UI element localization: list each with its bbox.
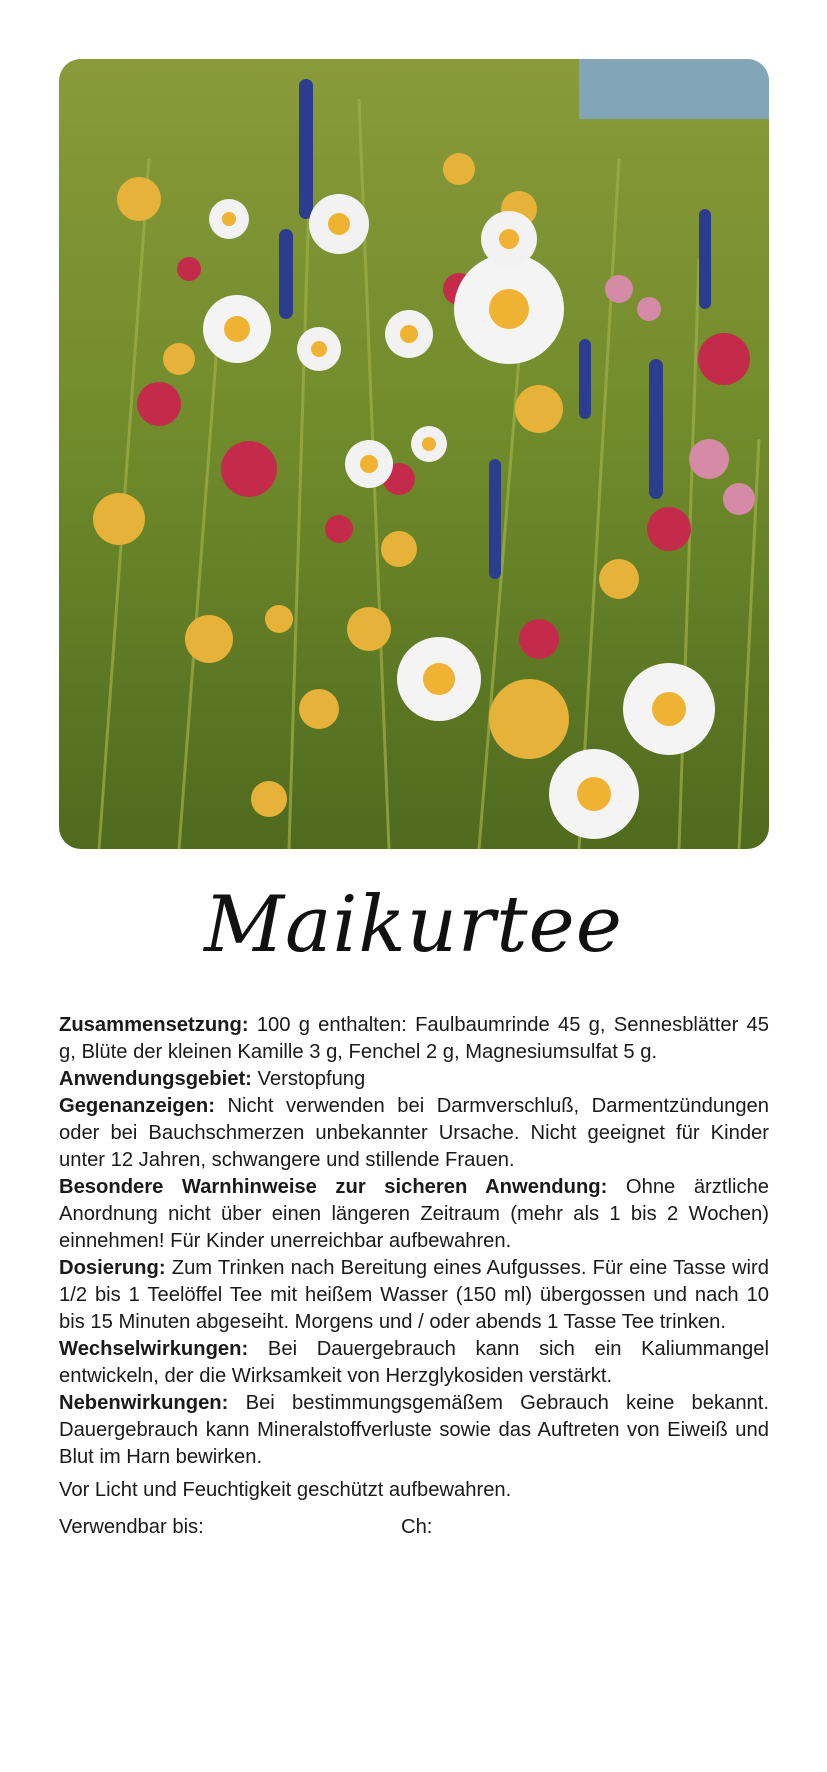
section-composition <box>59 1012 769 1066</box>
expiry-label: Verwendbar bis: <box>59 1516 204 1538</box>
section-label: Zusammensetzung: <box>59 1014 249 1036</box>
section-text: 100 g enthalten: Faulbaumrinde 45 g, Sennesblätter 45 g, Blüte der kleinen Kamille 3 g, Fenchel 2 g, Magnesiumsulfat 5 g. <box>59 1014 769 1063</box>
section-label: Nebenwirkungen: <box>59 1392 229 1414</box>
footer <box>59 1514 769 1541</box>
meadow-photo <box>59 59 769 849</box>
section-text: Ohne ärztliche Anordnung nicht über einen längeren Zeitraum (mehr als 1 bis 2 Wochen) einnehmen! Für Kinder unerreichbar aufbewahren. <box>59 1176 769 1252</box>
info-text <box>59 1012 769 1504</box>
section-label: Gegenanzeigen: <box>59 1095 215 1117</box>
section-interactions <box>59 1336 769 1390</box>
section-contraindications <box>59 1093 769 1174</box>
storage-note: Vor Licht und Feuchtigkeit geschützt aufbewahren. <box>59 1479 512 1501</box>
page-title: Maikurtee <box>204 880 623 970</box>
section-side-effects <box>59 1390 769 1471</box>
section-text: Nicht verwenden bei Darmverschluß, Darmentzündungen oder bei Bauchschmerzen unbekannter Ursache. Nicht geeignet für Kinder unter 12 Jahren, schwangere und stillende Frauen. <box>59 1095 770 1171</box>
section-label: Wechselwirkungen: <box>59 1338 249 1360</box>
batch-label: Ch: <box>401 1516 433 1538</box>
section-text: Verstopfung <box>257 1068 366 1090</box>
section-label: Besondere Warnhinweise zur sicheren Anwendung: <box>59 1176 608 1198</box>
section-text: Bei Dauergebrauch kann sich ein Kaliummangel entwickeln, der die Wirksamkeit von Herzglykosiden verstärkt. <box>59 1338 769 1387</box>
section-text: Zum Trinken nach Bereitung eines Aufgusses. Für eine Tasse wird 1/2 bis 1 Teelöffel Tee mit heißem Wasser (150 ml) übergossen und nach 10 bis 15 Minuten abgeseiht. Morgens und / oder abends 1 Tasse Tee trinken. <box>59 1257 769 1333</box>
section-indication <box>59 1066 769 1093</box>
section-warnings <box>59 1174 769 1255</box>
section-text: Bei bestimmungsgemäßem Gebrauch keine bekannt. Dauergebrauch kann Mineralstoffverluste sowie das Auftreten von Eiweiß und Blut im Harn bewirken. <box>59 1392 769 1468</box>
section-label: Anwendungsgebiet: <box>59 1068 252 1090</box>
section-dosage <box>59 1255 769 1336</box>
section-label: Dosierung: <box>59 1257 166 1279</box>
wildflower-meadow-photo <box>59 59 769 849</box>
